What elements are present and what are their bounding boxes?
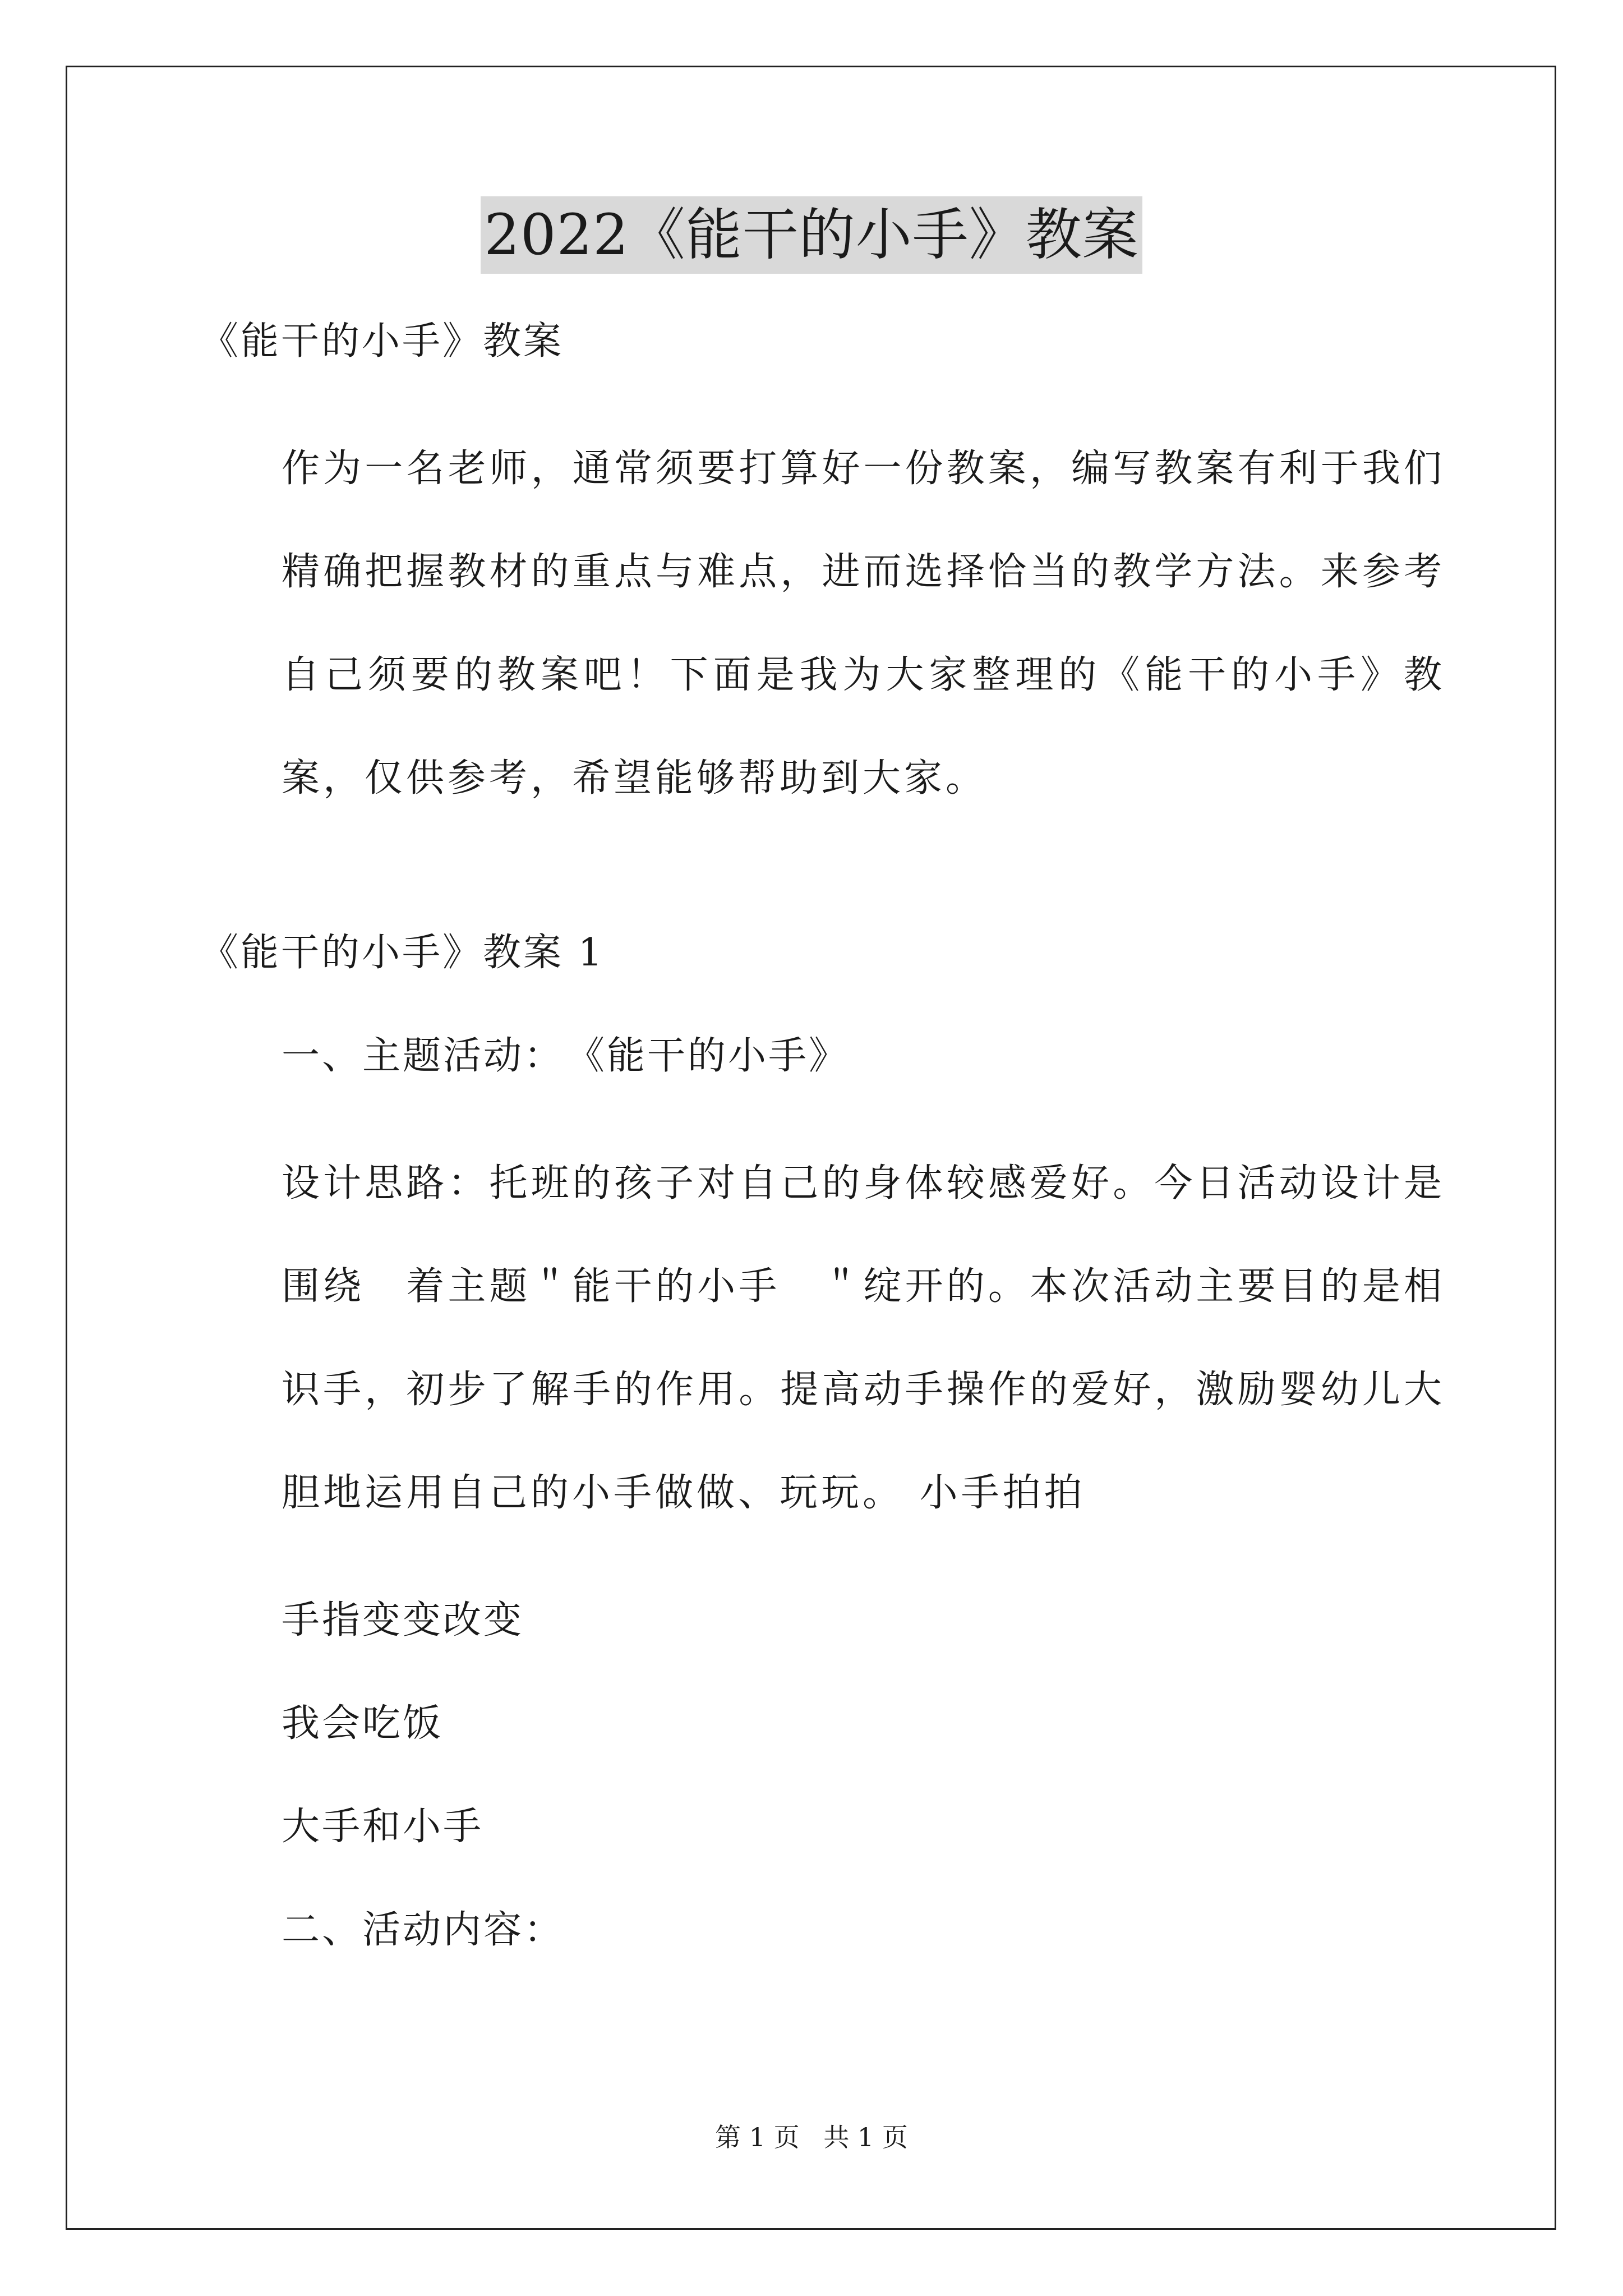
activity-item: 手指变变改变 (282, 1598, 524, 1642)
document-subtitle: 《能干的小手》教案 (200, 319, 564, 364)
activity-item: 大手和小手 (282, 1805, 484, 1849)
page-total: 共 1 页 (823, 2122, 908, 2152)
design-paragraph: 设计思路：托班的孩子对自己的身体较感爱好。今日活动设计是围绕 着主题＂能干的小手 ＂绽开的。本次活动主要目的是相识手，初步了解手的作用。提高动手操作的爱好，激励婴幼儿大胆地运用自己的小手做做、玩玩。 小手拍拍 (282, 1161, 1445, 1515)
title-container (0, 196, 1623, 274)
page-number: 第 1 页 (715, 2122, 800, 2152)
document-title: 2022《能干的小手》教案 (481, 196, 1142, 274)
document-body (200, 314, 1445, 1958)
content-heading: 二、活动内容： (282, 1908, 565, 1952)
page-footer (0, 2120, 1623, 2154)
theme-line: 一、主题活动： 《能干的小手》 (282, 1034, 850, 1078)
section-heading: 《能干的小手》教案 1 (200, 931, 605, 975)
activity-item: 我会吃饭 (282, 1701, 444, 1746)
intro-paragraph: 作为一名老师，通常须要打算好一份教案，编写教案有利于我们精确把握教材的重点与难点，进而选择恰当的教学方法。来参考自己须要的教案吧！下面是我为大家整理的《能干的小手》教案，仅供参考，希望能够帮助到大家。 (282, 447, 1445, 800)
